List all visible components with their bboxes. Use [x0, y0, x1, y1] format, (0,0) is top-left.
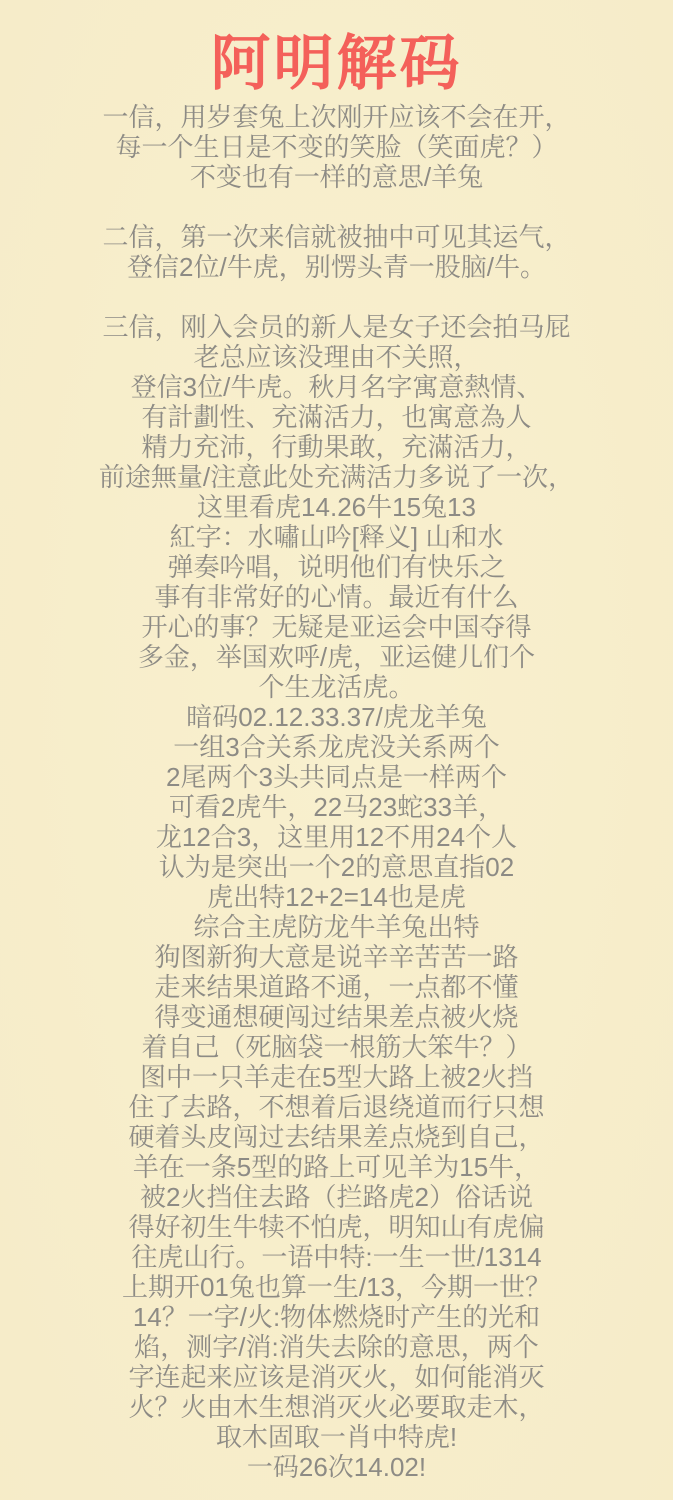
text-line: 硬着头皮闯过去结果差点烧到自己，: [128, 1122, 545, 1152]
text-line: 焰，测字/消:消失去除的意思，两个: [134, 1332, 539, 1362]
text-line: 虎出特12+2=14也是虎: [207, 882, 466, 912]
text-line: 字连起来应该是消灭火，如何能消灭: [128, 1362, 545, 1392]
text-line: 可看2虎牛，22马23蛇33羊，: [168, 792, 505, 822]
text-line: 登信3位/牛虎。秋月名字寓意熱情、: [130, 372, 543, 402]
text-line: 三信，刚入会员的新人是女子还会拍马屁: [102, 312, 571, 342]
letter-1: [0, 102, 673, 192]
text-line: 一信，用岁套兔上次刚开应该不会在开，: [102, 102, 571, 132]
text-line: 紅字：水嘯山吟[释义] 山和水: [169, 522, 504, 552]
text-line: 龙12合3，这里用12不用24个人: [155, 822, 518, 852]
text-line: 上期开01兔也算一生/13，今期一世？: [121, 1272, 552, 1302]
text-line: 得好初生牛犊不怕虎，明知山有虎偏: [128, 1212, 545, 1242]
text-line: 事有非常好的心情。最近有什么: [154, 582, 519, 612]
text-line: 走来结果道路不通，一点都不懂: [154, 972, 519, 1002]
text-line: 一组3合关系龙虎没关系两个: [173, 732, 500, 762]
text-line: 二信，第一次来信就被抽中可见其运气，: [102, 222, 571, 252]
text-line: 前途無量/注意此处充满活力多说了一次，: [98, 462, 575, 492]
text-line: 14？一字/火:物体燃烧时产生的光和: [132, 1302, 541, 1332]
text-line: 弹奏吟唱，说明他们有快乐之: [167, 552, 506, 582]
text-line: 综合主虎防龙牛羊兔出特: [193, 912, 480, 942]
text-line: 精力充沛，行動果敢，充滿活力，: [141, 432, 532, 462]
letter-2: [0, 222, 673, 282]
text-line: 羊在一条5型的路上可见羊为15牛，: [132, 1152, 541, 1182]
decode-text: [0, 102, 673, 1482]
text-line: 狗图新狗大意是说辛辛苦苦一路: [154, 942, 519, 972]
text-line: 有計劃性、充滿活力，也寓意為人: [141, 402, 532, 432]
text-line: 开心的事？无疑是亚运会中国夺得: [141, 612, 532, 642]
text-line: 被2火挡住去路（拦路虎2）俗话说: [140, 1182, 533, 1212]
text-line: 老总应该没理由不关照，: [193, 342, 480, 372]
text-line: 图中一只羊走在5型大路上被2火挡: [140, 1062, 533, 1092]
text-line: 取木固取一肖中特虎!: [215, 1422, 458, 1452]
text-line: 往虎山行。一语中特:一生一世/1314: [131, 1242, 542, 1272]
text-line: 火？火由木生想消灭火必要取走木，: [128, 1392, 545, 1422]
text-line: 这里看虎14.26牛15兔13: [197, 492, 476, 522]
text-line: 每一个生日是不变的笑脸（笑面虎？）: [115, 132, 558, 162]
text-line: 得变通想硬闯过结果差点被火烧: [154, 1002, 519, 1032]
text-line: 认为是突出一个2的意思直指02: [158, 852, 515, 882]
page-title: 阿明解码: [210, 30, 463, 97]
text-line: 暗码02.12.33.37/虎龙羊兔: [186, 702, 487, 732]
letter-3-analysis: [0, 312, 673, 1482]
text-line: 不变也有一样的意思/羊兔: [189, 162, 484, 192]
text-line: 登信2位/牛虎，别愣头青一股脑/牛。: [127, 252, 546, 282]
text-line: 个生龙活虎。: [258, 672, 415, 702]
text-line: 2尾两个3头共同点是一样两个: [166, 762, 507, 792]
text-line: 住了去路，不想着后退绕道而行只想: [128, 1092, 545, 1122]
text-line: 多金，举国欢呼/虎，亚运健儿们个: [137, 642, 536, 672]
text-line: 着自己（死脑袋一根筋大笨牛？）: [141, 1032, 532, 1062]
text-line: 一码26次14.02!: [246, 1452, 427, 1482]
